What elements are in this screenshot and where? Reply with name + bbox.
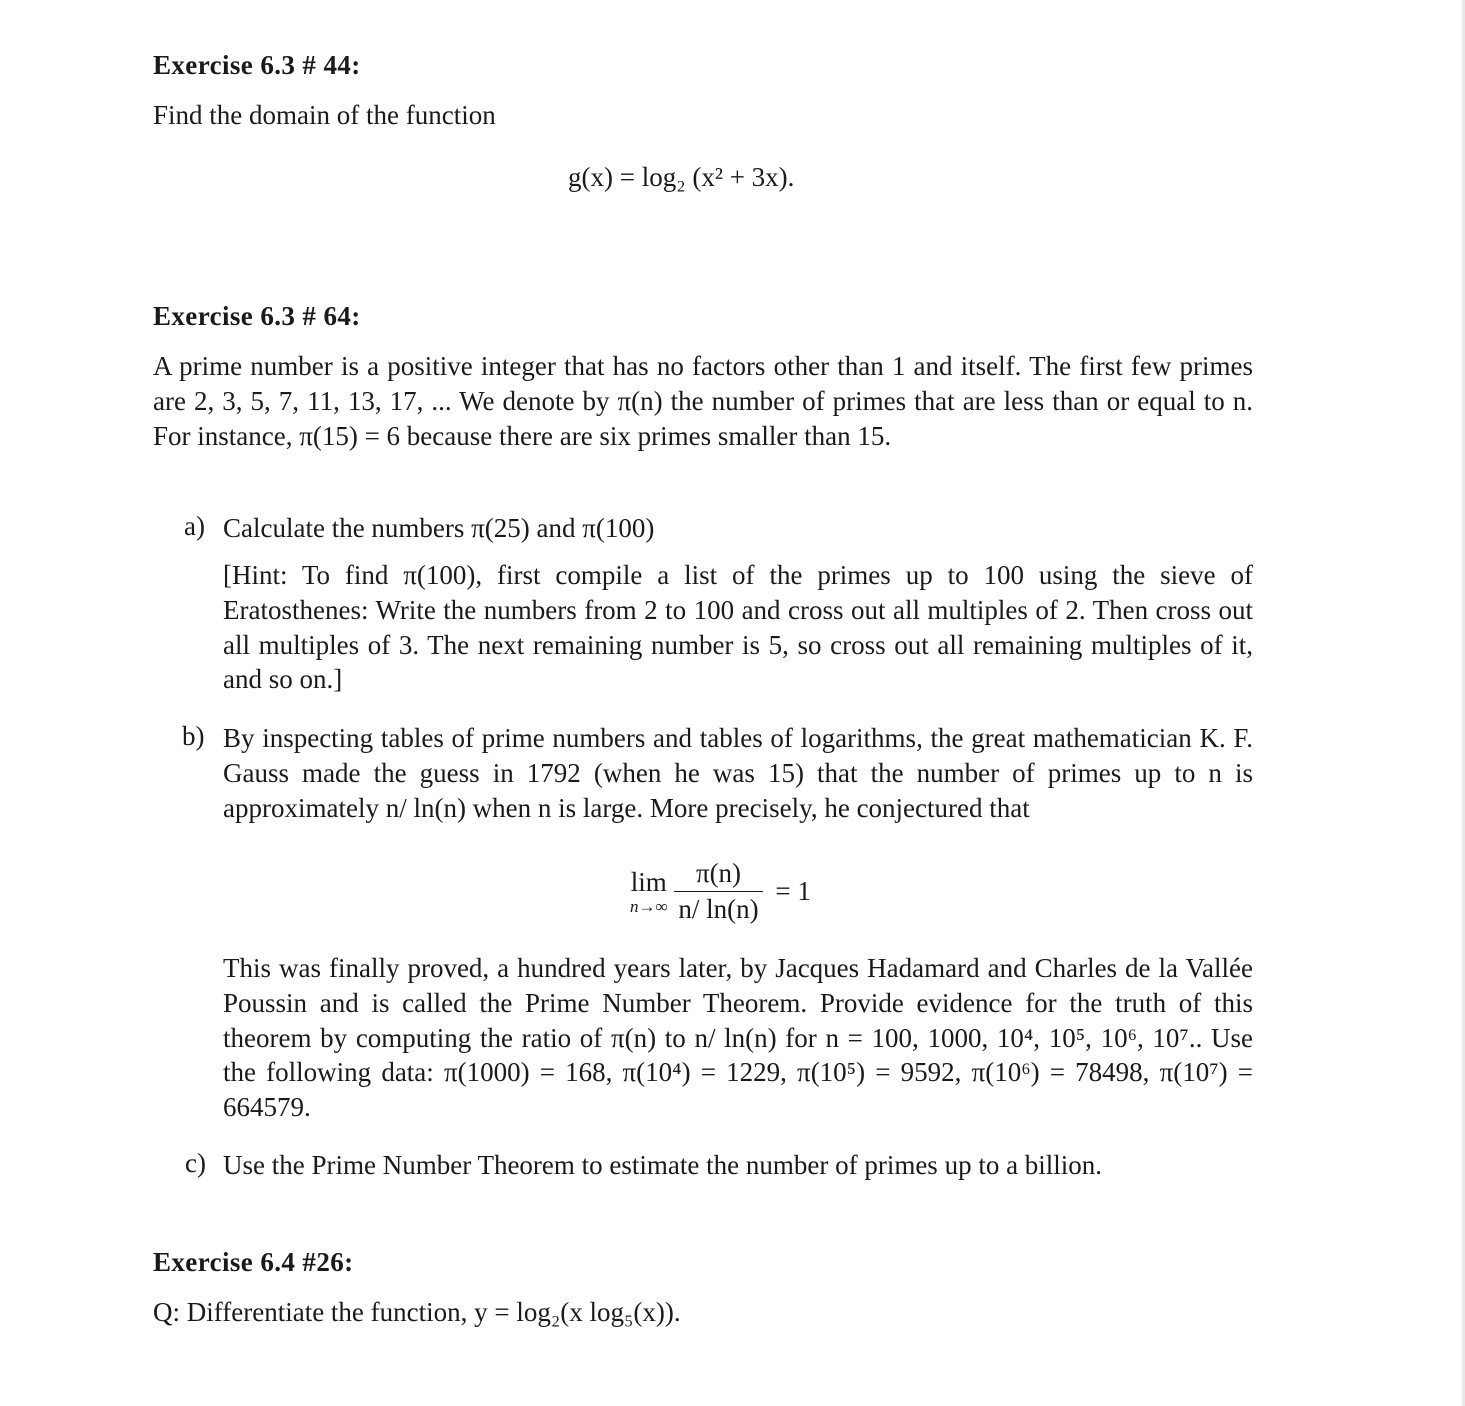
ex44-equation: g(x) = log₂ (x² + 3x).	[568, 162, 795, 192]
ex64-heading: Exercise 6.3 # 64:	[153, 301, 361, 331]
limit-subscript: n→∞	[630, 896, 668, 916]
part-b-text: By inspecting tables of prime numbers and tables of logarithms, the great mathematician K. F. Gauss made the guess in 1792 (when he was 15) that the number of primes up to n is approximately n/ ln(n) when n is large. More precisely, he conjectured that	[223, 723, 1253, 823]
limit-fraction	[674, 858, 762, 925]
fraction-denominator: n/ ln(n)	[678, 894, 759, 924]
limit-operator	[630, 866, 668, 916]
part-a-label: a)	[184, 511, 205, 541]
ex64-intro: A prime number is a positive integer that has no factors other than 1 and itself. The first few primes are 2, 3, 5, 7, 11, 13, 17, ... We denote by π(n) the number of primes that are less than or equal to n. For instance, π(15) = 6 because there are six primes smaller than 15.	[153, 351, 1253, 451]
part-b-label: b)	[182, 721, 205, 751]
part-a-text: Calculate the numbers π(25) and π(100)	[223, 513, 655, 543]
part-b-followup: This was finally proved, a hundred years later, by Jacques Hadamard and Charles de la Vallée Poussin and is called the Prime Number Theorem. Provide evidence for the truth of this theorem by computing the ratio of π(n) to n/ ln(n) for n = 100, 1000, 10⁴, 10⁵, 10⁶, 10⁷.. Use the following data: π(1000) = 168, π(10⁴) = 1229, π(10⁵) = 9592, π(10⁶) = 78498, π(10⁷) = 664579.	[223, 953, 1253, 1123]
fraction-numerator: π(n)	[674, 858, 762, 892]
part-c-text: Use the Prime Number Theorem to estimate the number of primes up to a billion.	[223, 1150, 1103, 1180]
ex44-prompt: Find the domain of the function	[153, 100, 496, 130]
part-a-hint: [Hint: To find π(100), first compile a list of the primes up to 100 using the sieve of Eratosthenes: Write the numbers from 2 to 100 and cross out all multiples of 2. Then cross out all multiples of 3. The next remaining number is 5, so cross out all remaining multiples of it, and so on.]	[223, 560, 1253, 695]
limit-rhs: = 1	[775, 876, 811, 906]
limit-word: lim	[630, 866, 667, 897]
prime-limit-formula	[630, 858, 811, 925]
part-c-label: c)	[185, 1148, 206, 1178]
ex44-heading: Exercise 6.3 # 44:	[153, 50, 361, 80]
ex26-heading: Exercise 6.4 #26:	[153, 1247, 354, 1277]
ex26-question: Q: Differentiate the function, y = log₂(x log₅(x)).	[153, 1297, 681, 1327]
